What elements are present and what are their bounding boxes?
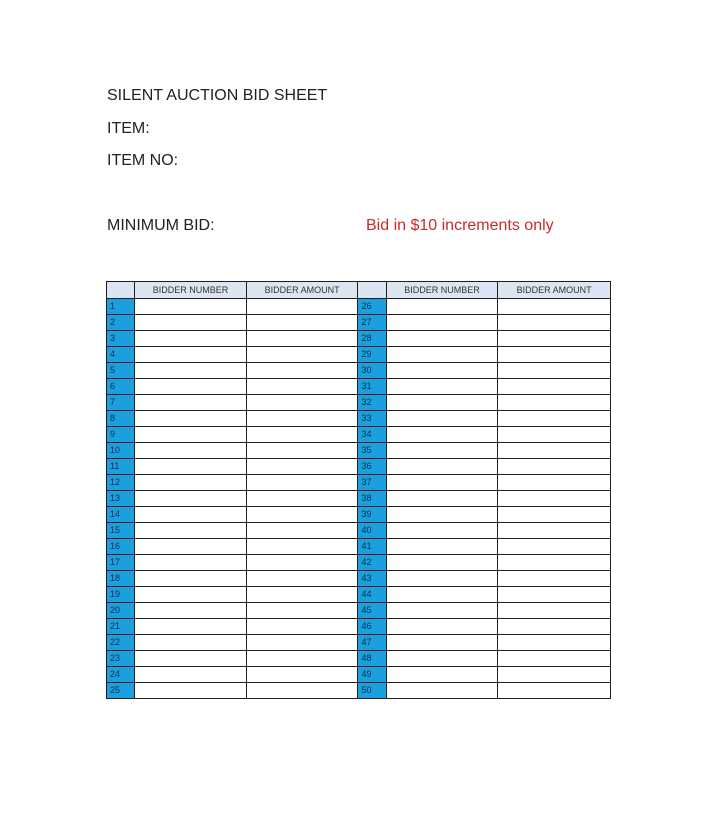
bidder-number-cell-right[interactable] — [386, 315, 498, 331]
bidder-number-cell-left[interactable] — [135, 603, 247, 619]
row-number-left: 16 — [107, 539, 135, 555]
bidder-amount-cell-left[interactable] — [246, 683, 358, 699]
bidder-number-cell-left[interactable] — [135, 619, 247, 635]
row-number-left: 21 — [107, 619, 135, 635]
row-number-right: 26 — [358, 299, 386, 315]
bidder-amount-cell-right[interactable] — [498, 651, 611, 667]
bidder-number-cell-right[interactable] — [386, 363, 498, 379]
table-row — [107, 667, 611, 683]
bidder-amount-cell-left[interactable] — [246, 411, 358, 427]
row-number-left: 2 — [107, 315, 135, 331]
bid-rows — [107, 299, 611, 699]
bidder-amount-cell-left[interactable] — [246, 443, 358, 459]
header-number-right — [358, 282, 386, 299]
row-number-left: 8 — [107, 411, 135, 427]
bidder-number-cell-left[interactable] — [135, 411, 247, 427]
row-number-right: 31 — [358, 379, 386, 395]
table-row — [107, 603, 611, 619]
bidder-amount-cell-right[interactable] — [498, 555, 611, 571]
bidder-number-cell-right[interactable] — [386, 523, 498, 539]
bidder-amount-cell-left[interactable] — [246, 315, 358, 331]
table-row — [107, 619, 611, 635]
bidder-amount-cell-left[interactable] — [246, 331, 358, 347]
bidder-amount-cell-right[interactable] — [498, 331, 611, 347]
table-header-row — [107, 282, 611, 299]
row-number-right: 49 — [358, 667, 386, 683]
row-number-left: 20 — [107, 603, 135, 619]
bidder-amount-cell-left[interactable] — [246, 539, 358, 555]
row-number-right: 30 — [358, 363, 386, 379]
bidder-number-cell-right[interactable] — [386, 539, 498, 555]
bidder-amount-cell-right[interactable] — [498, 379, 611, 395]
bidder-number-cell-left[interactable] — [135, 651, 247, 667]
table-row — [107, 491, 611, 507]
bidder-number-cell-left[interactable] — [135, 667, 247, 683]
row-number-right: 27 — [358, 315, 386, 331]
bidder-amount-cell-right[interactable] — [498, 491, 611, 507]
increment-note: Bid in $10 increments only — [366, 217, 554, 234]
row-number-right: 40 — [358, 523, 386, 539]
row-number-right: 29 — [358, 347, 386, 363]
table-row — [107, 443, 611, 459]
row-number-left: 14 — [107, 507, 135, 523]
row-number-left: 3 — [107, 331, 135, 347]
bidder-amount-cell-left[interactable] — [246, 347, 358, 363]
bidder-number-cell-left[interactable] — [135, 635, 247, 651]
table-row — [107, 571, 611, 587]
row-number-left: 12 — [107, 475, 135, 491]
bidder-amount-cell-right[interactable] — [498, 603, 611, 619]
row-number-left: 5 — [107, 363, 135, 379]
bidder-amount-cell-left[interactable] — [246, 571, 358, 587]
row-number-left: 23 — [107, 651, 135, 667]
table-row — [107, 299, 611, 315]
bidder-amount-cell-left[interactable] — [246, 667, 358, 683]
row-number-left: 19 — [107, 587, 135, 603]
header-bidder-number-left: BIDDER NUMBER — [135, 282, 247, 299]
bidder-number-cell-right[interactable] — [386, 635, 498, 651]
bidder-number-cell-left[interactable] — [135, 475, 247, 491]
row-number-right: 41 — [358, 539, 386, 555]
minimum-bid-label: MINIMUM BID: — [107, 217, 215, 234]
bidder-amount-cell-left[interactable] — [246, 491, 358, 507]
bidder-number-cell-left[interactable] — [135, 507, 247, 523]
bidder-amount-cell-right[interactable] — [498, 539, 611, 555]
bidder-number-cell-right[interactable] — [386, 443, 498, 459]
bidder-amount-cell-right[interactable] — [498, 315, 611, 331]
row-number-left: 25 — [107, 683, 135, 699]
row-number-right: 42 — [358, 555, 386, 571]
table-row — [107, 555, 611, 571]
bidder-number-cell-left[interactable] — [135, 571, 247, 587]
bidder-number-cell-left[interactable] — [135, 587, 247, 603]
bidder-number-cell-left[interactable] — [135, 315, 247, 331]
bidder-amount-cell-left[interactable] — [246, 603, 358, 619]
bidder-amount-cell-left[interactable] — [246, 475, 358, 491]
header-bidder-amount-left: BIDDER AMOUNT — [246, 282, 358, 299]
row-number-right: 37 — [358, 475, 386, 491]
bidder-amount-cell-right[interactable] — [498, 587, 611, 603]
table-row — [107, 379, 611, 395]
table-row — [107, 427, 611, 443]
bidder-amount-cell-right[interactable] — [498, 571, 611, 587]
header-bidder-number-right: BIDDER NUMBER — [386, 282, 498, 299]
bidder-number-cell-right[interactable] — [386, 459, 498, 475]
bidder-number-cell-right[interactable] — [386, 667, 498, 683]
bidder-amount-cell-right[interactable] — [498, 411, 611, 427]
table-row — [107, 395, 611, 411]
bidder-number-cell-right[interactable] — [386, 619, 498, 635]
row-number-right: 36 — [358, 459, 386, 475]
row-number-right: 50 — [358, 683, 386, 699]
row-number-left: 17 — [107, 555, 135, 571]
bidder-amount-cell-right[interactable] — [498, 347, 611, 363]
bidder-number-cell-right[interactable] — [386, 555, 498, 571]
bidder-number-cell-left[interactable] — [135, 363, 247, 379]
table-row — [107, 635, 611, 651]
bidder-amount-cell-left[interactable] — [246, 459, 358, 475]
bidder-number-cell-right[interactable] — [386, 427, 498, 443]
bidder-amount-cell-left[interactable] — [246, 523, 358, 539]
bidder-number-cell-right[interactable] — [386, 571, 498, 587]
table-row — [107, 523, 611, 539]
row-number-right: 33 — [358, 411, 386, 427]
bidder-number-cell-left[interactable] — [135, 299, 247, 315]
bidder-amount-cell-right[interactable] — [498, 635, 611, 651]
bidder-number-cell-right[interactable] — [386, 683, 498, 699]
table-row — [107, 331, 611, 347]
bidder-amount-cell-right[interactable] — [498, 507, 611, 523]
table-row — [107, 459, 611, 475]
row-number-right: 43 — [358, 571, 386, 587]
table-row — [107, 347, 611, 363]
table-row — [107, 651, 611, 667]
row-number-right: 34 — [358, 427, 386, 443]
row-number-right: 46 — [358, 619, 386, 635]
row-number-right: 35 — [358, 443, 386, 459]
sheet-title: SILENT AUCTION BID SHEET — [107, 87, 328, 104]
bidder-amount-cell-right[interactable] — [498, 619, 611, 635]
row-number-right: 39 — [358, 507, 386, 523]
bidder-number-cell-left[interactable] — [135, 443, 247, 459]
bidder-amount-cell-right[interactable] — [498, 363, 611, 379]
row-number-left: 24 — [107, 667, 135, 683]
bidder-number-cell-left[interactable] — [135, 459, 247, 475]
bidder-number-cell-left[interactable] — [135, 491, 247, 507]
bidder-amount-cell-right[interactable] — [498, 395, 611, 411]
bidder-number-cell-right[interactable] — [386, 299, 498, 315]
bid-table — [106, 281, 611, 699]
table-row — [107, 411, 611, 427]
bidder-number-cell-left[interactable] — [135, 331, 247, 347]
row-number-left: 9 — [107, 427, 135, 443]
row-number-left: 15 — [107, 523, 135, 539]
row-number-left: 10 — [107, 443, 135, 459]
bidder-amount-cell-left[interactable] — [246, 507, 358, 523]
bidder-number-cell-right[interactable] — [386, 379, 498, 395]
table-row — [107, 587, 611, 603]
bidder-number-cell-right[interactable] — [386, 331, 498, 347]
table-row — [107, 475, 611, 491]
bidder-amount-cell-right[interactable] — [498, 475, 611, 491]
bidder-amount-cell-left[interactable] — [246, 635, 358, 651]
bidder-amount-cell-right[interactable] — [498, 459, 611, 475]
bidder-amount-cell-left[interactable] — [246, 299, 358, 315]
table-row — [107, 315, 611, 331]
row-number-right: 38 — [358, 491, 386, 507]
row-number-left: 7 — [107, 395, 135, 411]
row-number-right: 48 — [358, 651, 386, 667]
bidder-amount-cell-right[interactable] — [498, 523, 611, 539]
bidder-number-cell-left[interactable] — [135, 347, 247, 363]
bidder-number-cell-left[interactable] — [135, 539, 247, 555]
row-number-left: 4 — [107, 347, 135, 363]
bidder-number-cell-left[interactable] — [135, 379, 247, 395]
bidder-number-cell-left[interactable] — [135, 555, 247, 571]
bidder-number-cell-left[interactable] — [135, 683, 247, 699]
row-number-left: 6 — [107, 379, 135, 395]
bidder-amount-cell-right[interactable] — [498, 299, 611, 315]
bidder-amount-cell-left[interactable] — [246, 363, 358, 379]
item-number-label: ITEM NO: — [107, 152, 179, 169]
row-number-right: 47 — [358, 635, 386, 651]
bidder-amount-cell-left[interactable] — [246, 587, 358, 603]
bidder-number-cell-right[interactable] — [386, 603, 498, 619]
bidder-amount-cell-left[interactable] — [246, 395, 358, 411]
bidder-number-cell-right[interactable] — [386, 491, 498, 507]
bidder-amount-cell-left[interactable] — [246, 555, 358, 571]
bidder-number-cell-right[interactable] — [386, 651, 498, 667]
bidder-number-cell-left[interactable] — [135, 523, 247, 539]
table-row — [107, 363, 611, 379]
bidder-number-cell-left[interactable] — [135, 395, 247, 411]
table-row — [107, 507, 611, 523]
bidder-amount-cell-left[interactable] — [246, 619, 358, 635]
bidder-number-cell-right[interactable] — [386, 587, 498, 603]
row-number-right: 32 — [358, 395, 386, 411]
bidder-number-cell-left[interactable] — [135, 427, 247, 443]
row-number-right: 28 — [358, 331, 386, 347]
bidder-amount-cell-right[interactable] — [498, 443, 611, 459]
row-number-right: 45 — [358, 603, 386, 619]
table-row — [107, 683, 611, 699]
header-bidder-amount-right: BIDDER AMOUNT — [498, 282, 611, 299]
bidder-amount-cell-right[interactable] — [498, 667, 611, 683]
bidder-amount-cell-left[interactable] — [246, 379, 358, 395]
header-number-left — [107, 282, 135, 299]
row-number-left: 13 — [107, 491, 135, 507]
bidder-number-cell-right[interactable] — [386, 411, 498, 427]
table-row — [107, 539, 611, 555]
row-number-left: 18 — [107, 571, 135, 587]
bidder-amount-cell-right[interactable] — [498, 683, 611, 699]
bidder-number-cell-right[interactable] — [386, 395, 498, 411]
bidder-number-cell-right[interactable] — [386, 475, 498, 491]
bidder-amount-cell-left[interactable] — [246, 651, 358, 667]
row-number-right: 44 — [358, 587, 386, 603]
row-number-left: 22 — [107, 635, 135, 651]
item-label: ITEM: — [107, 120, 150, 137]
bidder-amount-cell-left[interactable] — [246, 427, 358, 443]
row-number-left: 1 — [107, 299, 135, 315]
row-number-left: 11 — [107, 459, 135, 475]
bidder-number-cell-right[interactable] — [386, 347, 498, 363]
bidder-number-cell-right[interactable] — [386, 507, 498, 523]
bidder-amount-cell-right[interactable] — [498, 427, 611, 443]
